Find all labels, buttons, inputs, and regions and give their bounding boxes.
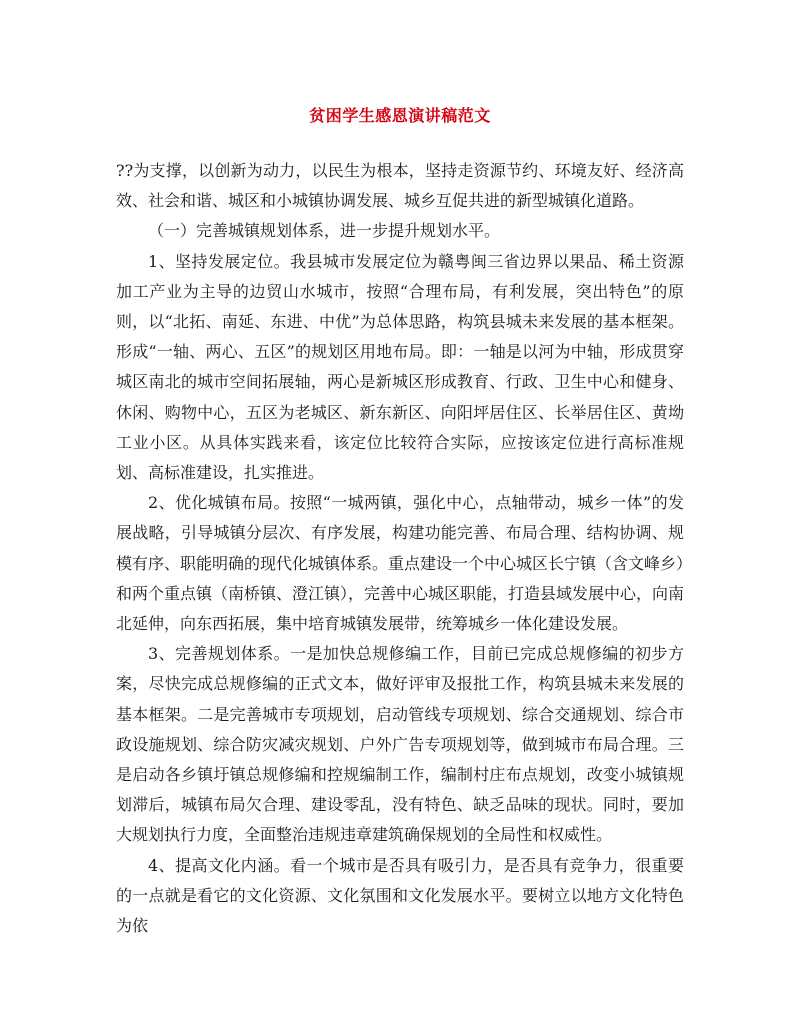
document-body xyxy=(116,156,684,941)
paragraph-item-2: 2、优化城镇布局。按照“一城两镇，强化中心，点轴带动，城乡一体”的发展战略，引导城镇分层次、有序发展，构建功能完善、布局合理、结构协调、规模有序、职能明确的现代化城镇体系。重点建设一个中心城区长宁镇（含文峰乡）和两个重点镇（南桥镇、澄江镇），完善中心城区职能，打造县域发展中心，向南北延伸，向东西拓展，集中培育城镇发展带，统筹城乡一体化建设发展。 xyxy=(116,493,685,634)
paragraph-item-1: 1、坚持发展定位。我县城市发展定位为赣粤闽三省边界以果品、稀土资源加工产业为主导的边贸山水城市，按照“合理布局，有利发展，突出特色”的原则，以“北拓、南延、东进、中优”为总体思路，构筑县城未来发展的基本框架。形成“一轴、两心、五区”的规划区用地布局。即：一轴是以河为中轴，形成贯穿城区南北的城市空间拓展轴，两心是新城区形成教育、行政、卫生中心和健身、休闲、购物中心，五区为老城区、新东新区、向阳坪居住区、长举居住区、黄坳工业小区。从具体实践来看，该定位比较符合实际，应按该定位进行高标准规划、高标准建设，扎实推进。 xyxy=(116,251,684,483)
paragraph-section-heading: （一）完善城镇规划体系，进一步提升规划水平。 xyxy=(148,221,501,241)
paragraph-item-3: 3、完善规划体系。一是加快总规修编工作，目前已完成总规修编的初步方案，尽快完成总规修编的正式文本，做好评审及报批工作，构筑县城未来发展的基本框架。二是完善城市专项规划，启动管线专项规划、综合交通规划、综合市政设施规划、综合防灾减灾规划、户外广告专项规划等，做到城市布局合理。三是启动各乡镇圩镇总规修编和控规编制工作，编制村庄布点规划，改变小城镇规划滞后，城镇布局欠合理、建设零乱，没有特色、缺乏品味的现状。同时，要加大规划执行力度，全面整治违规违章建筑确保规划的全局性和权威性。 xyxy=(116,644,684,845)
document-title: 贫困学生感恩演讲稿范文 xyxy=(309,106,491,125)
paragraph-item-4: 4、提高文化内涵。看一个城市是否具有吸引力，是否具有竞争力，很重要的一点就是看它的文化资源、文化氛围和文化发展水平。要树立以地方文化特色为依 xyxy=(116,855,684,936)
paragraph-continuation: ??为支撑，以创新为动力，以民生为根本，坚持走资源节约、环境友好、经济高效、社会和谐、城区和小城镇协调发展、城乡互促共进的新型城镇化道路。 xyxy=(116,161,684,211)
